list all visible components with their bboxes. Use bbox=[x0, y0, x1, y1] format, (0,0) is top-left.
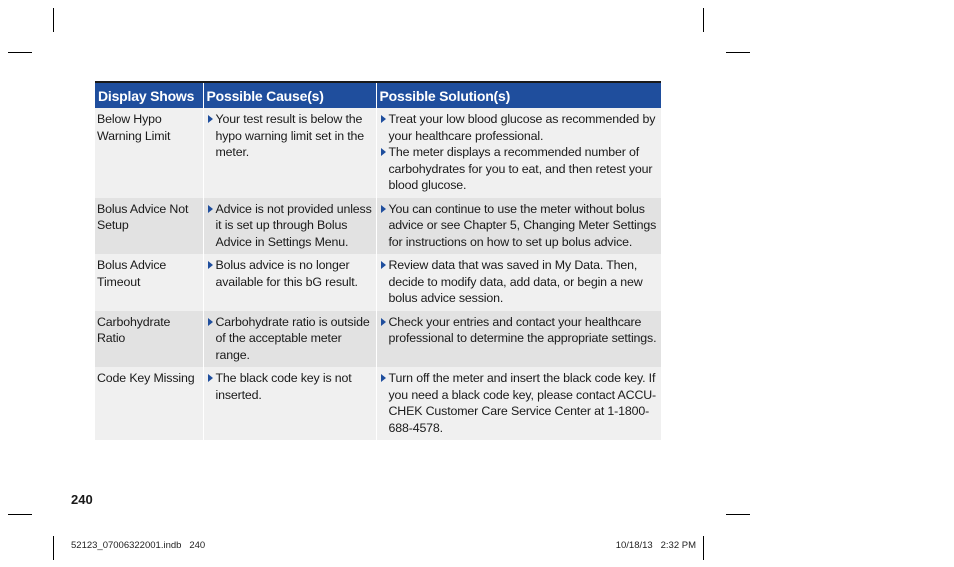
cause-cell bbox=[203, 108, 376, 198]
crop-mark bbox=[726, 514, 750, 515]
solution-cell bbox=[376, 367, 661, 440]
cause-text: Carbohydrate ratio is outside of the acceptable meter range. bbox=[215, 314, 370, 362]
solution-text: Check your entries and contact your healthcare professional to determine the appropriate settings. bbox=[388, 314, 657, 345]
troubleshooting-table bbox=[95, 81, 661, 440]
crop-mark bbox=[726, 52, 750, 53]
triangle-bullet-icon bbox=[381, 205, 386, 213]
cause-cell bbox=[203, 254, 376, 311]
solution-cell bbox=[376, 198, 661, 255]
solution-bullet bbox=[380, 257, 659, 307]
triangle-bullet-icon bbox=[208, 318, 213, 326]
triangle-bullet-icon bbox=[381, 261, 386, 269]
display-cell: Code Key Missing bbox=[95, 367, 203, 440]
solution-cell bbox=[376, 311, 661, 368]
triangle-bullet-icon bbox=[208, 115, 213, 123]
table-row bbox=[95, 108, 661, 198]
table-row bbox=[95, 367, 661, 440]
cause-cell bbox=[203, 311, 376, 368]
solution-text: Turn off the meter and insert the black code key. If you need a black code key, please contact ACCU-CHEK Customer Care Service Center at 1-1800-688-4578. bbox=[388, 371, 657, 435]
triangle-bullet-icon bbox=[381, 374, 386, 382]
triangle-bullet-icon bbox=[381, 318, 386, 326]
crop-mark bbox=[8, 514, 32, 515]
display-cell: Carbohydrate Ratio bbox=[95, 311, 203, 368]
solution-bullet bbox=[380, 201, 659, 251]
crop-mark bbox=[8, 52, 32, 53]
cause-text: Bolus advice is no longer available for this bG result. bbox=[215, 258, 358, 289]
display-cell: Bolus Advice Timeout bbox=[95, 254, 203, 311]
cause-cell bbox=[203, 198, 376, 255]
display-cell: Below Hypo Warning Limit bbox=[95, 108, 203, 198]
triangle-bullet-icon bbox=[208, 374, 213, 382]
triangle-bullet-icon bbox=[381, 148, 386, 156]
table-row bbox=[95, 198, 661, 255]
crop-mark bbox=[53, 536, 54, 560]
triangle-bullet-icon bbox=[381, 115, 386, 123]
cause-bullet bbox=[207, 201, 373, 251]
triangle-bullet-icon bbox=[208, 261, 213, 269]
header-possible-causes: Possible Cause(s) bbox=[203, 82, 376, 108]
cause-text: The black code key is not inserted. bbox=[215, 371, 352, 402]
cause-text: Your test result is below the hypo warning limit set in the meter. bbox=[215, 112, 365, 159]
header-display-shows: Display Shows bbox=[95, 82, 203, 108]
solution-bullet bbox=[380, 314, 659, 347]
crop-mark bbox=[53, 8, 54, 32]
display-cell: Bolus Advice Not Setup bbox=[95, 198, 203, 255]
solution-bullet bbox=[380, 144, 659, 194]
crop-mark bbox=[703, 8, 704, 32]
header-possible-solutions: Possible Solution(s) bbox=[376, 82, 661, 108]
solution-bullet bbox=[380, 370, 659, 436]
footer-date: 10/18/13 2:32 PM bbox=[615, 540, 696, 551]
page-number: 240 bbox=[71, 492, 93, 507]
cause-text: Advice is not provided unless it is set up through Bolus Advice in Settings Menu. bbox=[215, 201, 372, 249]
cause-bullet bbox=[207, 111, 373, 161]
solution-cell bbox=[376, 254, 661, 311]
table-row bbox=[95, 311, 661, 368]
solution-text: The meter displays a recommended number of carbohydrates for you to eat, and then retest your blood glucose. bbox=[388, 145, 653, 192]
solution-text: Treat your low blood glucose as recommended by your healthcare professional. bbox=[388, 112, 656, 143]
table-row bbox=[95, 254, 661, 311]
cause-bullet bbox=[207, 370, 373, 403]
solution-text: You can continue to use the meter without bolus advice or see Chapter 5, Changing Meter Settings for instructions on how to set up bolus advice. bbox=[388, 201, 657, 249]
table-header-row bbox=[95, 82, 661, 108]
crop-mark bbox=[703, 536, 704, 560]
footer-file-info: 52123_07006322001.indb 240 bbox=[71, 540, 206, 551]
solution-bullet bbox=[380, 111, 659, 144]
cause-cell bbox=[203, 367, 376, 440]
cause-bullet bbox=[207, 314, 373, 364]
solution-text: Review data that was saved in My Data. Then, decide to modify data, add data, or begin a new bolus advice session. bbox=[388, 258, 643, 305]
triangle-bullet-icon bbox=[208, 205, 213, 213]
cause-bullet bbox=[207, 257, 373, 290]
solution-cell bbox=[376, 108, 661, 198]
